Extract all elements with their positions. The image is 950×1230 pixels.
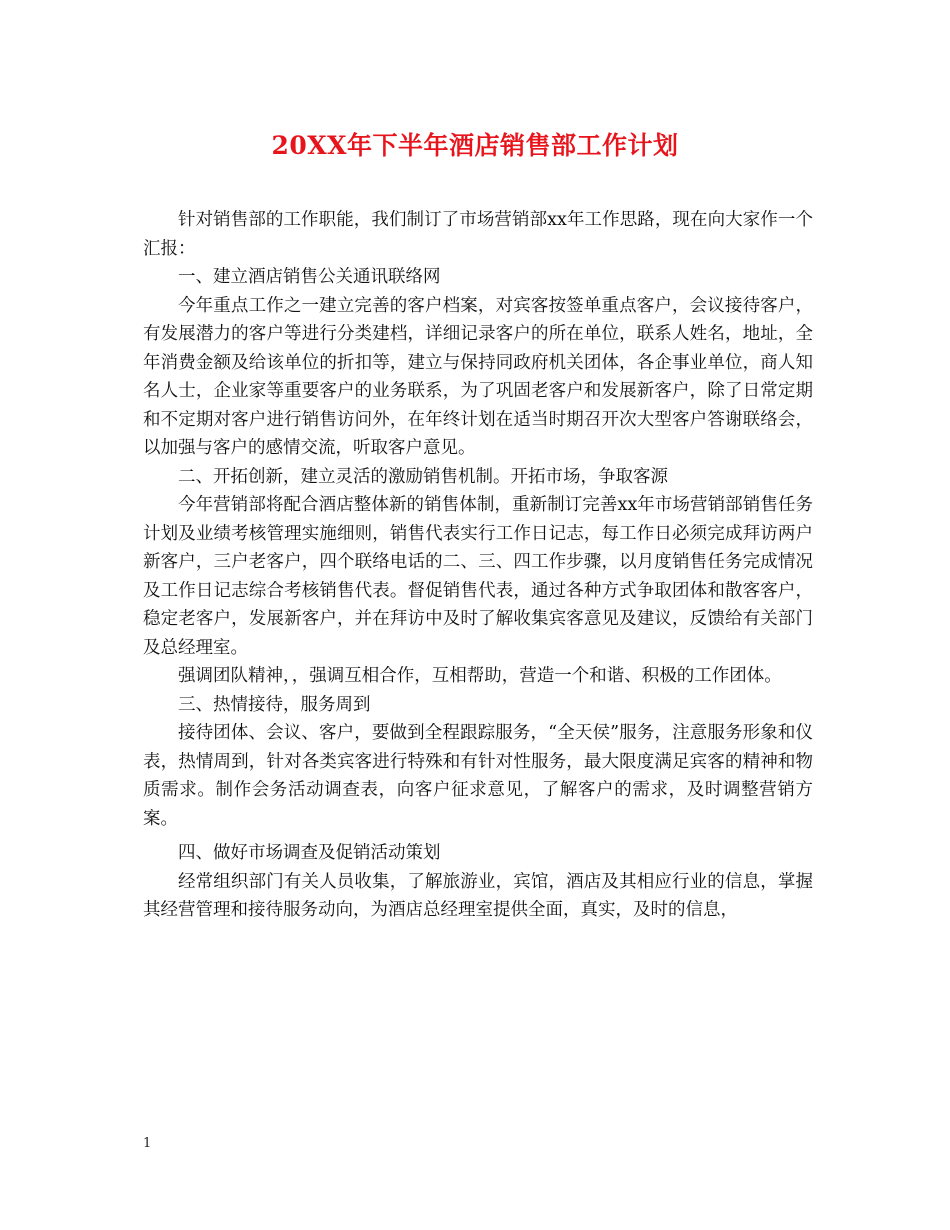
document-title: 20XX年下半年酒店销售部工作计划 (271, 131, 679, 160)
paragraph-section-1: 今年重点工作之一建立完善的客户档案，对宾客按签单重点客户，会议接待客户，有发展潜力的客户等进行分类建档，详细记录客户的所在单位，联系人姓名，地址，全年消费金额及给该单位的折扣等，建立与保持同政府机关团体，各企事业单位，商人知名人士，企业家等重要客户的业务联系，为了巩固老客户和发展新客户，除了日常定期和不定期对客户进行销售访问外，在年终计划在适当时期召开次大型客户答谢联络会，以加强与客户的感情交流，听取客户意见。 (143, 295, 813, 458)
page-number: 1 (143, 1136, 152, 1151)
section-heading-2: 二、开拓创新，建立灵活的激励销售机制。开拓市场，争取客源 (178, 466, 668, 487)
paragraph-teamwork: 强调团队精神，，强调互相合作，互相帮助，营造一个和谐、积极的工作团体。 (178, 666, 782, 686)
section-heading-3: 三、热情接待，服务周到 (178, 694, 371, 715)
paragraph-section-4: 经常组织部门有关人员收集，了解旅游业，宾馆，酒店及其相应行业的信息，掌握其经营管理和接待服务动向，为酒店总经理室提供全面，真实，及时的信息， (143, 871, 813, 920)
paragraph-intro: 针对销售部的工作职能，我们制订了市场营销部xx年工作思路，现在向大家作一个汇报： (143, 210, 813, 259)
document-body (143, 206, 813, 925)
section-heading-4: 四、做好市场调查及促销活动策划 (178, 843, 441, 863)
paragraph-section-2: 今年营销部将配合酒店整体新的销售体制，重新制订完善xx年市场营销部销售任务计划及业绩考核管理实施细则，销售代表实行工作日记志，每工作日必须完成拜访两户新客户，三户老客户，四个联络电话的二、三、四工作步骤，以月度销售任务完成情况及工作日记志综合考核销售代表。督促销售代表，通过各种方式争取团体和散客客户，稳定老客户，发展新客户，并在拜访中及时了解收集宾客意见及建议，反馈给有关部门及总经理室。 (143, 495, 813, 658)
section-heading-1: 一、建立酒店销售公关通讯联络网 (178, 267, 441, 287)
paragraph-section-3: 接待团体、会议、客户，要做到全程跟踪服务，“全天侯”服务，注意服务形象和仪表，热情周到，针对各类宾客进行特殊和有针对性服务，最大限度满足宾客的精神和物质需求。制作会务活动调查表，向客户征求意见，了解客户的需求，及时调整营销方案。 (143, 723, 813, 829)
